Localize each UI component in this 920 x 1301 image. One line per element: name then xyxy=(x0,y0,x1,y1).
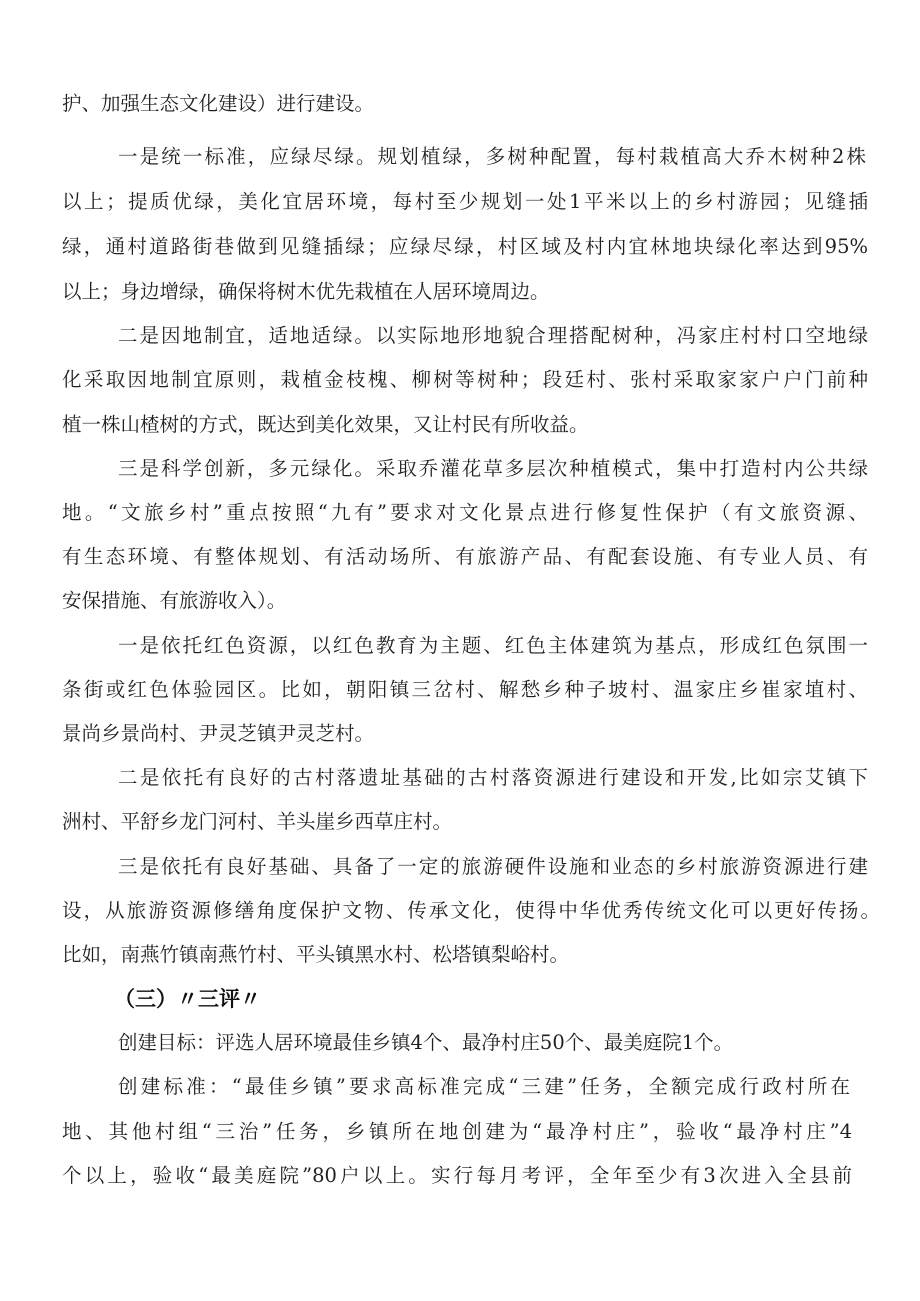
paragraph-first-line: 一是统一标准，应绿尽绿。规划植绿，多树种配置，每村栽植高大乔木树种2株 xyxy=(118,145,866,168)
text-line: 设，从旅游资源修缮角度保护文物、传承文化，使得中华优秀传统文化可以更好传扬。 xyxy=(62,899,880,922)
text-line: 条街或红色体验园区。比如，朝阳镇三岔村、解愁乡种子坡村、温家庄乡崔家埴村、 xyxy=(62,678,868,701)
paragraph-first-line: 二是因地制宜，适地适绿。以实际地形地貌合理搭配树种，冯家庄村村口空地绿 xyxy=(118,324,868,347)
text-line: 绿，通村道路街巷做到见缝插绿；应绿尽绿，村区域及村内宜林地块绿化率达到95% xyxy=(62,235,868,258)
paragraph-first-line: 创建目标：评选人居环境最佳乡镇4个、最净村庄50个、最美庭院1个。 xyxy=(118,1031,734,1054)
text-line: 化采取因地制宜原则，栽植金枝槐、柳树等树种；段廷村、张村采取家家户户门前种 xyxy=(62,368,868,391)
text-line: 以上；提质优绿，美化宜居环境，每村至少规划一处1平米以上的乡村游园；见缝插 xyxy=(62,190,868,213)
text-line: 安保措施、有旅游收入）。 xyxy=(62,589,287,612)
text-line: 地、其他村组“三治”任务，乡镇所在地创建为“最净村庄”，验收“最净村庄”4 xyxy=(62,1120,852,1143)
paragraph-first-line: 二是依托有良好的古村落遗址基础的古村落资源进行建设和开发,比如宗艾镇下 xyxy=(118,766,868,789)
text-line: 洲村、平舒乡龙门河村、羊头崖乡西草庄村。 xyxy=(62,810,453,833)
text-line: 个以上，验收“最美庭院”80户以上。实行每月考评，全年至少有3次进入全县前 xyxy=(62,1164,852,1187)
section-heading: （三）〃三评〃 xyxy=(114,987,261,1011)
paragraph-first-line: 一是依托红色资源，以红色教育为主题、红色主体建筑为基点，形成红色氛围一 xyxy=(118,634,868,657)
text-line: 景尚乡景尚村、尹灵芝镇尹灵芝村。 xyxy=(62,722,375,745)
text-line: 护、加强生态文化建设）进行建设。 xyxy=(62,92,375,115)
text-line: 有生态环境、有整体规划、有活动场所、有旅游产品、有配套设施、有专业人员、有 xyxy=(62,545,868,568)
paragraph-first-line: 三是科学创新，多元绿化。采取乔灌花草多层次种植模式，集中打造村内公共绿 xyxy=(118,457,868,480)
text-line: 地。“文旅乡村”重点按照“九有”要求对文化景点进行修复性保护（有文旅资源、 xyxy=(62,501,868,524)
text-line: 比如，南燕竹镇南燕竹村、平头镇黑水村、松塔镇梨峪村。 xyxy=(62,943,570,966)
paragraph-first-line: 三是依托有良好基础、具备了一定的旅游硬件设施和业态的乡村旅游资源进行建 xyxy=(118,855,868,878)
text-line: 以上；身边增绿，确保将树木优先栽植在人居环境周边。 xyxy=(62,280,550,303)
paragraph-first-line: 创建标准：“最佳乡镇”要求高标准完成“三建”任务，全额完成行政村所在 xyxy=(118,1075,850,1098)
text-line: 植一株山楂树的方式，既达到美化效果，又让村民有所收益。 xyxy=(62,413,589,436)
